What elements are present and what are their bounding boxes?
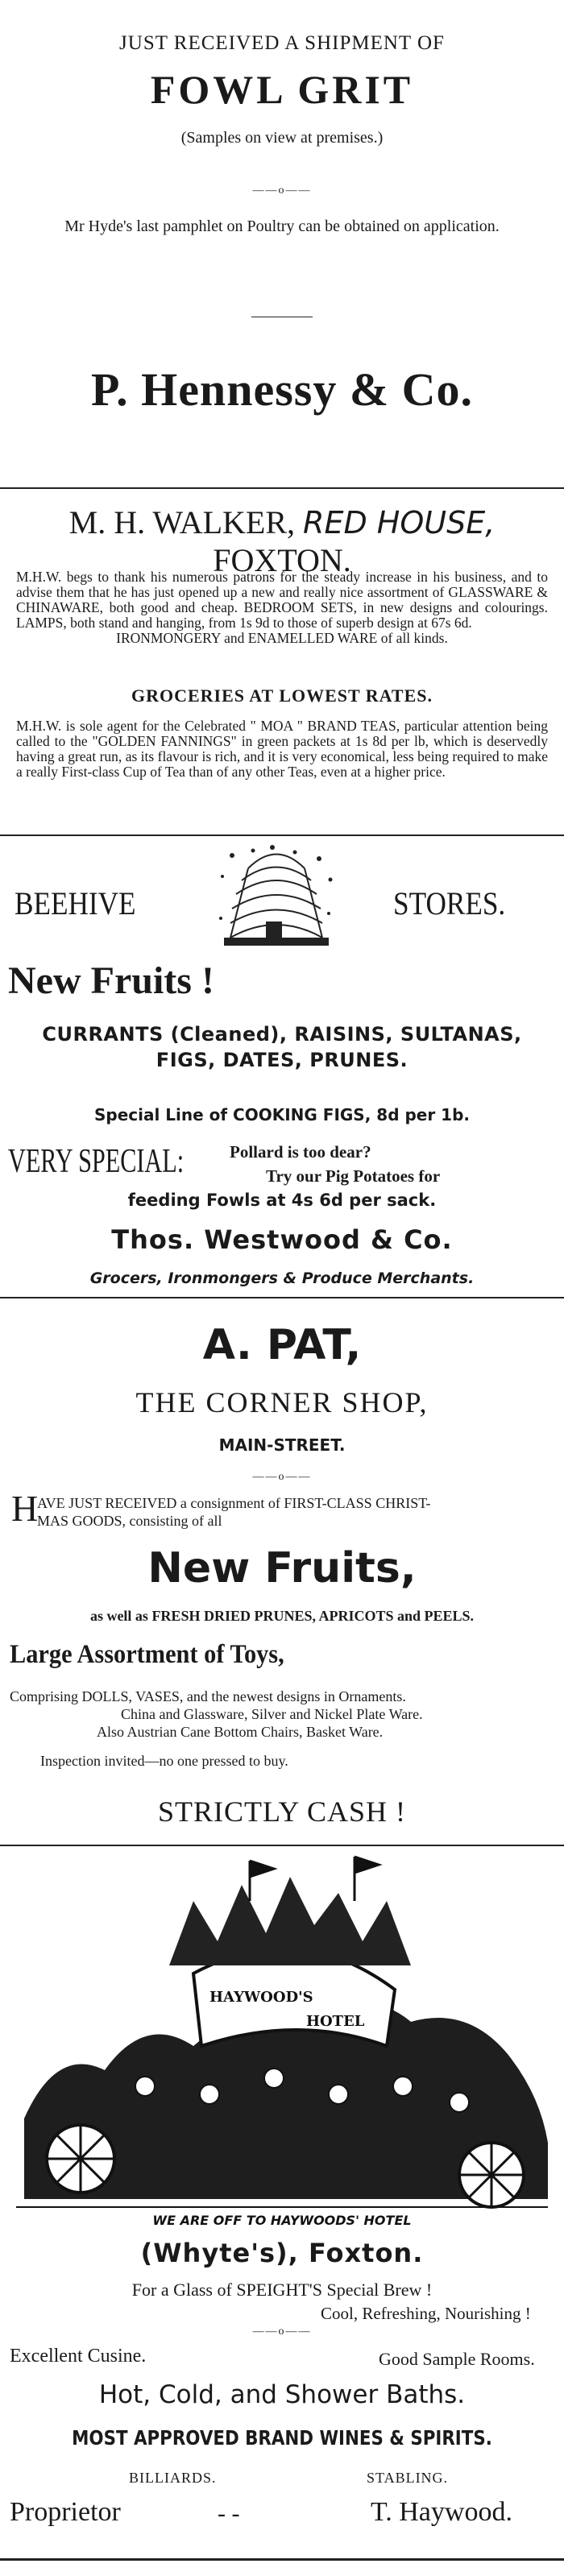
stabling-label: STABLING. [367,2470,449,2486]
comprising-1: Comprising DOLLS, VASES, and the newest designs in Ornaments. [10,1688,406,1704]
page-bottom-rule [0,2558,564,2561]
toys-heading: Large Assortment of Toys, [10,1640,284,1669]
section-divider [0,1845,564,1846]
section-divider [0,487,564,489]
wagon-sign: HAYWOOD'S [209,1989,313,2006]
strictly-cash: STRICTLY CASH ! [157,1795,407,1828]
hotel-coach-illustration [8,1853,556,2231]
speights-line: For a Glass of SPEIGHT'S Special Brew ! [131,2280,433,2300]
special-line: Special Line of COOKING FIGS, 8d per 1b. [93,1105,471,1124]
section-divider [0,1297,564,1298]
westwood-name: Thos. Westwood & Co. [111,1224,453,1255]
stores-word: STORES. [393,885,506,921]
wagon-sign-hotel: HOTEL [306,2013,365,2030]
walker-paragraph-1: M.H.W. begs to thank his numerous patrons for the steady increase in his business, and to advise them that he has just opened up a new and really nice assortment of GLASSWARE & CHINAWARE, both good and cheap. BEDROOM SETS, in new designs and colourings. LAMPS, both stand and hanging, from 1s 9d to those of superb design at 67s 6d. IRONMONGERY and ENAMELLED WARE of all kinds. [16,569,548,646]
fowl-samples-note: (Samples on view at premises.) [180,129,384,147]
walker-name: M. H. WALKER, [68,504,296,540]
westwood-trade: Grocers, Ironmongers & Produce Merchants. [89,1269,475,1287]
sample-rooms-line: Good Sample Rooms. [379,2349,535,2369]
illustration-caption: WE ARE OFF TO HAYWOODS' HOTEL [152,2213,412,2228]
red-house: RED HOUSE, [303,505,496,540]
beehive-word: BEEHIVE [15,885,136,921]
comprising-3: Also Austrian Cane Bottom Chairs, Basket Ware. [97,1724,384,1740]
beehive-illustration [216,844,337,953]
pamphlet-note: Mr Hyde's last pamphlet on Poultry can be obtained on application. [64,217,500,235]
billiards-label: BILLIARDS. [129,2470,217,2486]
very-special-label: VERY SPECIAL: [8,1143,185,1180]
wines-line: MOST APPROVED BRAND WINES & SPIRITS. [72,2426,492,2450]
fruits-line-2: FIGS, DATES, PRUNES. [156,1049,408,1071]
baths-line: Hot, Cold, and Shower Baths. [98,2380,466,2409]
fowl-grit-title: FOWL GRIT [150,67,414,112]
ironmongery-line: IRONMONGERY and ENAMELLED WARE of all kinds. [116,630,448,646]
hotel-name: (Whyte's), Foxton. [140,2238,424,2268]
fruits-line-1: CURRANTS (Cleaned), RAISINS, SULTANAS, [42,1023,522,1046]
ornament-divider: ——o—— [252,184,312,197]
corner-shop: THE CORNER SHOP, [135,1386,429,1418]
pat-intro-2: MAS GOODS, consisting of all [37,1513,222,1529]
proprietor-label: Proprietor [10,2497,121,2527]
walker-heading [0,503,564,579]
section-divider [0,835,564,836]
refreshing-line: Cool, Refreshing, Nourishing ! [321,2304,531,2323]
fowl-intro-line: JUST RECEIVED A SHIPMENT OF [119,32,445,54]
inspection-line: Inspection invited—no one pressed to buy. [40,1753,288,1769]
pat-name: A. PAT, [202,1321,362,1369]
pat-intro-1: AVE JUST RECEIVED a consignment of FIRST-CLASS CHRIST- [37,1495,431,1511]
groceries-heading: GROCERIES AT LOWEST RATES. [131,685,433,706]
feeding-line: feeding Fowls at 4s 6d per sack. [127,1191,437,1210]
dried-fruits-line: as well as FRESH DRIED PRUNES, APRICOTS and PEELS. [89,1608,475,1624]
proprietor-name: T. Haywood. [371,2497,512,2527]
ornament-divider: ——o—— [252,1471,312,1483]
walker-paragraph-2: M.H.W. is sole agent for the Celebrated " MOA " BRAND TEAS, particular attention being called to the "GOLDEN FANNINGS" in green packets at 1s 8d per lb, which is deservedly having a great run, as its flavour is rich, and it is very economical, less being required to make a really First-class Cup of Tea than of any other Teas, even at a higher price. [16,718,548,780]
comprising-2: China and Glassware, Silver and Nickel Plate Ware. [121,1706,423,1722]
cuisine-line: Excellent Cusine. [10,2346,147,2367]
ornament-divider: ——o—— [252,2325,312,2338]
dashes: - - [218,2500,240,2527]
new-fruits-heading: New Fruits ! [8,959,214,1002]
drop-cap: H [11,1488,39,1529]
pollard-line: Pollard is too dear? [230,1142,371,1162]
hennessy-name: P. Hennessy & Co. [90,363,474,416]
pat-new-fruits: New Fruits, [147,1544,417,1592]
pig-potatoes-line: Try our Pig Potatoes for [266,1166,441,1186]
main-street: MAIN-STREET. [218,1435,346,1455]
walker-town: FOXTON. [213,542,351,578]
